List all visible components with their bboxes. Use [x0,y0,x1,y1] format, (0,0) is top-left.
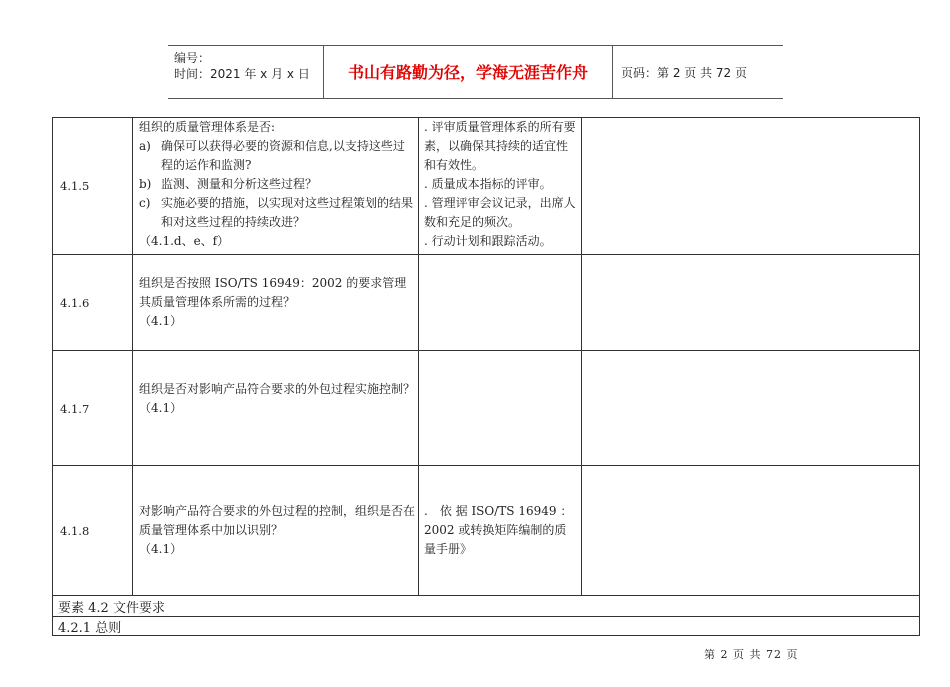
evidence-item: . 管理评审会议记录，出席人数和充足的频次。 [424,196,576,229]
list-item: a) 确保可以获得必要的资源和信息,以支持这些过程的运作和监测? [139,139,405,172]
question-text: 组织是否按照 ISO/TS 16949：2002 的要求管理其质量管理体系所需的过程？ [139,276,407,309]
row-number: 4.1.8 [60,524,90,538]
row-number: 4.1.6 [60,296,90,310]
header-info-cell [168,46,324,98]
page-header [168,45,783,99]
clause-reference: （4.1.d、e、f） [139,234,230,248]
evidence-cell [424,502,576,559]
evidence-item: . 行动计划和跟踪活动。 [424,234,552,248]
evidence-item: . 质量成本指标的评审。 [424,177,552,191]
list-item: b) 监测、测量和分析这些过程？ [139,177,318,191]
row-number: 4.1.5 [60,179,90,193]
subsection-heading: 4.2.1 总则 [58,621,122,636]
question-cell [139,502,415,559]
header-motto: 书山有路勤为径，学海无涯苦作舟 [324,46,613,98]
list-item: c) 实施必要的措施，以实现对这些过程策划的结果和对这些过程的持续改进？ [139,196,414,229]
doc-number-label: 编号： [174,51,211,65]
evidence-item: . 评审质量管理体系的所有要素，以确保其持续的适宜性和有效性。 [424,120,576,172]
question-text: 对影响产品符合要求的外包过程的控制，组织是否在质量管理体系中加以识别？ [139,504,416,537]
question-cell [139,380,415,418]
question-cell [139,118,415,251]
question-text: 组织是否对影响产品符合要求的外包过程实施控制？ [139,382,416,396]
question-cell [139,274,415,331]
audit-checklist-table [52,117,920,636]
clause-reference: （4.1） [139,542,183,556]
row-number: 4.1.7 [60,402,90,416]
evidence-cell [424,118,576,251]
page-footer: 第 2 页 共 72 页 [704,648,799,661]
section-heading: 要素 4.2 文件要求 [58,601,165,616]
clause-reference: （4.1） [139,314,183,328]
doc-time-label: 时间：2021 年 x 月 x 日 [174,67,310,81]
clause-reference: （4.1） [139,401,183,415]
question-intro: 组织的质量管理体系是否: [139,120,276,134]
evidence-item: . 依 据 ISO/TS 16949 ：2002 或转换矩阵编制的质量手册》 [424,504,573,556]
header-page-label: 页码：第 2 页 共 72 页 [621,66,747,80]
